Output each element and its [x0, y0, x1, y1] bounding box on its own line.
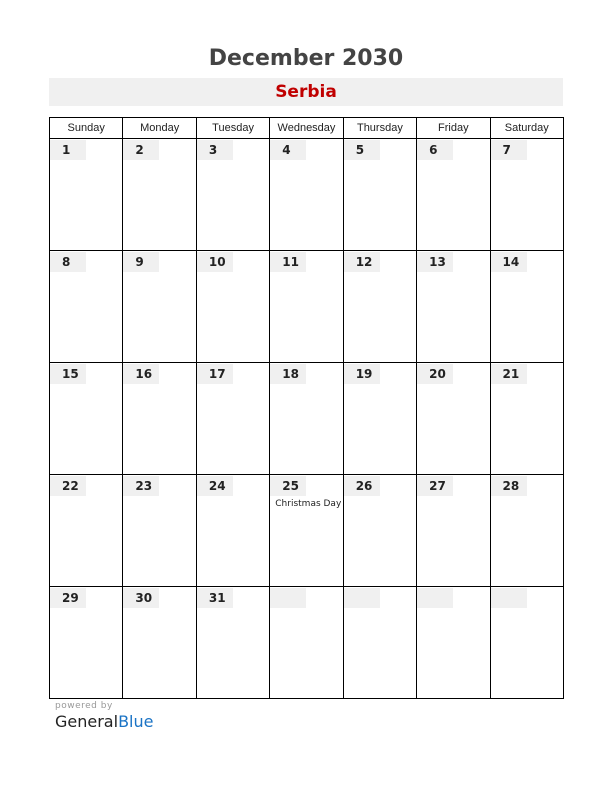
- weekday-tuesday: Tuesday: [196, 118, 269, 139]
- day-cell: [196, 139, 269, 251]
- day-cell: [417, 139, 490, 251]
- day-number: 12: [344, 252, 380, 272]
- day-cell: [196, 475, 269, 587]
- brand-logo: [55, 712, 153, 731]
- day-cell: [490, 587, 563, 699]
- day-cell: [50, 475, 123, 587]
- day-number: 7: [491, 140, 527, 160]
- day-number: 6: [417, 140, 453, 160]
- weekday-friday: Friday: [417, 118, 490, 139]
- day-cell: [50, 139, 123, 251]
- day-cell: [123, 363, 196, 475]
- day-cell: [196, 363, 269, 475]
- day-cell: [270, 587, 343, 699]
- day-cell: [490, 139, 563, 251]
- day-cell: [490, 475, 563, 587]
- day-cell: [123, 251, 196, 363]
- day-number: 4: [270, 140, 306, 160]
- day-cell: [123, 587, 196, 699]
- day-cell: [270, 251, 343, 363]
- day-number: 26: [344, 476, 380, 496]
- calendar-grid: [49, 117, 564, 699]
- day-cell: [50, 363, 123, 475]
- day-number: 30: [123, 588, 159, 608]
- day-cell: [417, 363, 490, 475]
- day-number: [270, 588, 306, 608]
- day-number: 29: [50, 588, 86, 608]
- page-title: December 2030: [208, 46, 404, 71]
- day-cell: [270, 139, 343, 251]
- powered-by-text: powered by: [55, 701, 113, 711]
- weekday-monday: Monday: [123, 118, 196, 139]
- day-number: 21: [491, 364, 527, 384]
- week-row: [50, 139, 564, 251]
- day-number: 3: [197, 140, 233, 160]
- day-number: 10: [197, 252, 233, 272]
- day-number: 5: [344, 140, 380, 160]
- day-number: 27: [417, 476, 453, 496]
- country-label: Serbia: [49, 78, 563, 106]
- day-number: 2: [123, 140, 159, 160]
- day-cell: [50, 587, 123, 699]
- day-cell: [270, 475, 343, 587]
- weekday-thursday: Thursday: [343, 118, 416, 139]
- holiday-label: Christmas Day: [275, 499, 342, 509]
- day-cell: [343, 363, 416, 475]
- week-row: [50, 475, 564, 587]
- day-number: 28: [491, 476, 527, 496]
- day-cell: [417, 475, 490, 587]
- weekday-saturday: Saturday: [490, 118, 563, 139]
- day-number: 18: [270, 364, 306, 384]
- brand-blue: Blue: [118, 712, 154, 731]
- weekday-sunday: Sunday: [50, 118, 123, 139]
- day-cell: [490, 363, 563, 475]
- day-number: 14: [491, 252, 527, 272]
- day-cell: [343, 475, 416, 587]
- day-number: 31: [197, 588, 233, 608]
- day-cell: [196, 251, 269, 363]
- day-cell: [196, 587, 269, 699]
- day-cell: [417, 251, 490, 363]
- day-cell: [343, 587, 416, 699]
- day-number: [491, 588, 527, 608]
- day-number: [344, 588, 380, 608]
- day-number: 11: [270, 252, 306, 272]
- day-number: 1: [50, 140, 86, 160]
- day-cell: [417, 587, 490, 699]
- week-row: [50, 363, 564, 475]
- day-number: 9: [123, 252, 159, 272]
- day-number: [417, 588, 453, 608]
- day-cell: [50, 251, 123, 363]
- week-row: [50, 251, 564, 363]
- day-number: 19: [344, 364, 380, 384]
- weekday-header-row: [50, 118, 564, 139]
- day-number: 17: [197, 364, 233, 384]
- week-row: [50, 587, 564, 699]
- day-number: 15: [50, 364, 86, 384]
- day-number: 13: [417, 252, 453, 272]
- day-cell: [490, 251, 563, 363]
- day-cell: [343, 139, 416, 251]
- day-cell: [123, 139, 196, 251]
- day-number: 16: [123, 364, 159, 384]
- day-cell: [343, 251, 416, 363]
- footer: [55, 701, 153, 731]
- day-number: 22: [50, 476, 86, 496]
- day-cell: [270, 363, 343, 475]
- day-number: 23: [123, 476, 159, 496]
- day-number: 8: [50, 252, 86, 272]
- day-number: 20: [417, 364, 453, 384]
- weekday-wednesday: Wednesday: [270, 118, 343, 139]
- brand-general: General: [55, 712, 119, 731]
- day-cell: [123, 475, 196, 587]
- day-number: 24: [197, 476, 233, 496]
- day-number: 25: [270, 476, 306, 496]
